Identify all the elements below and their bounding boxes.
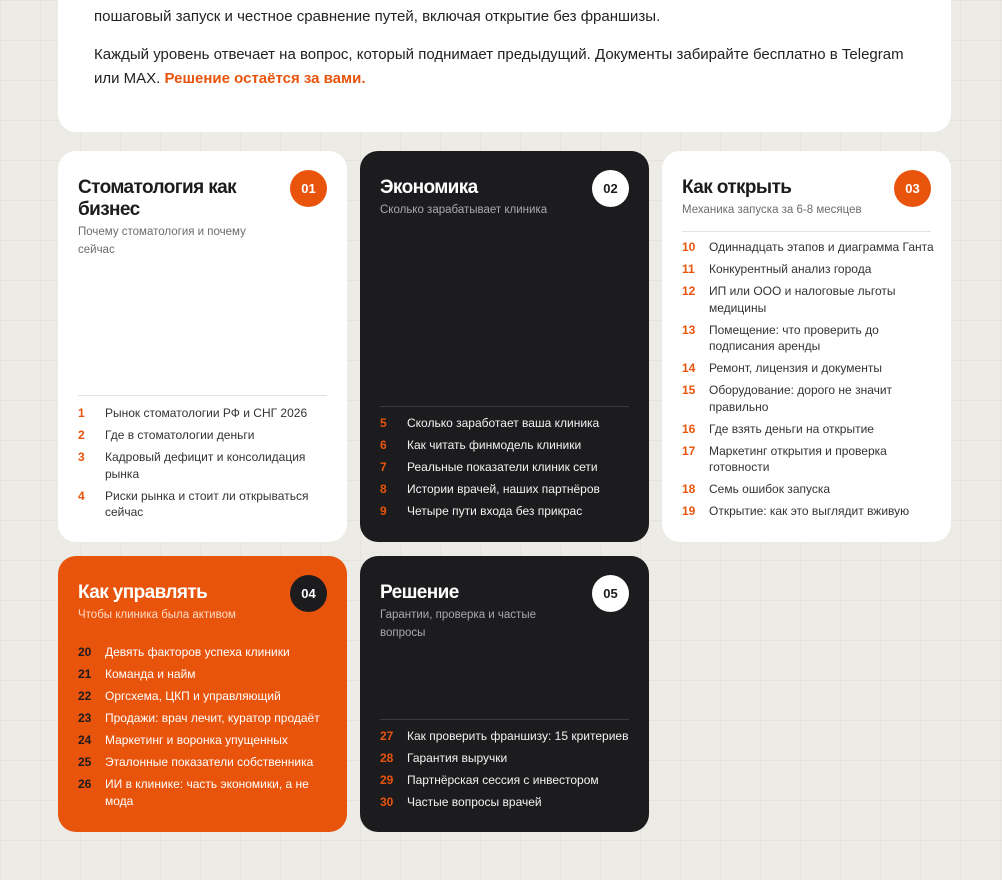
card-subtitle: Чтобы клиника была активом xyxy=(78,609,236,621)
card-title: Решение xyxy=(380,582,459,603)
item-text: Продажи: врач лечит, куратор продаёт xyxy=(105,711,320,725)
item-text: Реальные показатели клиник сети xyxy=(407,460,598,474)
item-number: 20 xyxy=(78,645,92,659)
card-number-badge: 05 xyxy=(592,575,629,612)
item-text: Четыре пути входа без прикрас xyxy=(407,504,583,518)
item-number: 10 xyxy=(682,240,696,254)
item-number: 15 xyxy=(682,383,696,397)
card-divider xyxy=(682,231,931,232)
item-text: Одиннадцать этапов и диаграмма Ганта xyxy=(709,240,934,254)
item-text: Риски рынка и стоит ли открываться сейчас xyxy=(105,488,309,519)
card-number-badge: 02 xyxy=(592,170,629,207)
item-number: 26 xyxy=(78,777,92,791)
list-item[interactable] xyxy=(682,503,937,520)
card-item-list xyxy=(380,415,635,525)
list-item[interactable] xyxy=(78,488,333,521)
item-number: 29 xyxy=(380,773,394,787)
item-text: Как проверить франшизу: 15 критериев xyxy=(407,729,629,743)
item-text: Гарантия выручки xyxy=(407,751,508,765)
item-text: ИП или ООО и налоговые льготы медицины xyxy=(709,284,896,315)
card-item-list xyxy=(78,644,333,815)
item-number: 4 xyxy=(78,488,85,503)
item-text: Ремонт, лицензия и документы xyxy=(709,361,882,375)
list-item[interactable] xyxy=(78,644,333,661)
item-text: Эталонные показатели собственника xyxy=(105,755,314,769)
item-text: Команда и найм xyxy=(105,667,196,681)
list-item[interactable] xyxy=(682,239,937,256)
item-text: Как читать финмодель клиники xyxy=(407,438,582,452)
item-number: 21 xyxy=(78,667,92,681)
item-number: 16 xyxy=(682,421,696,436)
item-text: Где в стоматологии деньги xyxy=(105,428,255,442)
list-item[interactable] xyxy=(380,437,635,454)
item-number: 3 xyxy=(78,450,85,464)
card-title: Экономика xyxy=(380,177,478,198)
list-item[interactable] xyxy=(78,754,333,771)
item-text: Сколько заработает ваша клиника xyxy=(407,416,600,430)
list-item[interactable] xyxy=(380,481,635,498)
card-item-list xyxy=(78,405,333,526)
item-number: 1 xyxy=(78,406,85,420)
intro-paragraph-2-text: Каждый уровень отвечает на вопрос, который поднимает предыдущий. Документы забирайте бесплатно в Telegram или MAX. xyxy=(94,46,904,87)
card-divider xyxy=(78,395,327,396)
level-card-03[interactable] xyxy=(662,151,951,542)
item-text: Где взять деньги на открытие xyxy=(709,421,874,436)
item-number: 11 xyxy=(682,262,695,276)
item-text: Конкурентный анализ города xyxy=(709,262,872,276)
list-item[interactable] xyxy=(78,427,333,444)
item-text: Оборудование: дорого не значит правильно xyxy=(709,383,893,414)
list-item[interactable] xyxy=(78,688,333,705)
card-title: Как управлять xyxy=(78,582,208,603)
level-card-02[interactable] xyxy=(360,151,649,542)
list-item[interactable] xyxy=(380,415,635,432)
item-number: 12 xyxy=(682,284,696,298)
item-number: 25 xyxy=(78,755,92,769)
list-item[interactable] xyxy=(78,710,333,727)
item-text: Девять факторов успеха клиники xyxy=(105,645,290,659)
item-text: Маркетинг открытия и проверка готовности xyxy=(709,443,887,474)
list-item[interactable] xyxy=(380,750,635,767)
card-subtitle: Механика запуска за 6-8 месяцев xyxy=(682,204,862,216)
list-item[interactable] xyxy=(682,382,937,415)
item-number: 24 xyxy=(78,733,92,747)
list-item[interactable] xyxy=(78,449,333,482)
intro-panel xyxy=(58,0,951,132)
item-number: 8 xyxy=(380,482,387,496)
card-item-list xyxy=(380,728,635,816)
list-item[interactable] xyxy=(682,261,937,278)
card-subtitle: Почему стоматология и почему сейчас xyxy=(78,226,246,256)
item-text: Семь ошибок запуска xyxy=(709,482,831,496)
item-text: Рынок стоматологии РФ и СНГ 2026 xyxy=(105,406,308,420)
list-item[interactable] xyxy=(682,443,937,476)
item-text: Истории врачей, наших партнёров xyxy=(407,482,600,496)
item-number: 17 xyxy=(682,443,696,458)
item-text: Оргсхема, ЦКП и управляющий xyxy=(105,689,281,703)
intro-accent-text: Решение остаётся за вами. xyxy=(164,70,366,87)
item-number: 23 xyxy=(78,711,92,725)
item-text: ИИ в клинике: часть экономики, а не мода xyxy=(105,777,309,808)
item-number: 5 xyxy=(380,416,387,430)
intro-paragraph-2 xyxy=(94,43,915,91)
item-number: 14 xyxy=(682,361,696,375)
item-number: 9 xyxy=(380,504,387,518)
item-number: 6 xyxy=(380,438,387,452)
list-item[interactable] xyxy=(78,776,333,809)
list-item[interactable] xyxy=(682,360,937,377)
card-title: Стоматология как бизнес xyxy=(78,177,237,220)
card-number-badge: 01 xyxy=(290,170,327,207)
list-item[interactable] xyxy=(380,459,635,476)
intro-paragraph-1: пошаговый запуск и честное сравнение путей, включая открытие без франшизы. xyxy=(94,8,661,25)
item-number: 2 xyxy=(78,428,85,442)
item-number: 27 xyxy=(380,729,394,743)
item-number: 19 xyxy=(682,504,696,518)
list-item[interactable] xyxy=(380,728,635,745)
item-number: 18 xyxy=(682,482,696,496)
list-item[interactable] xyxy=(682,421,937,438)
list-item[interactable] xyxy=(78,666,333,683)
list-item[interactable] xyxy=(78,732,333,749)
card-number-badge: 03 xyxy=(894,170,931,207)
item-number: 22 xyxy=(78,689,92,703)
item-text: Открытие: как это выглядит вживую xyxy=(709,504,910,518)
list-item[interactable] xyxy=(682,481,937,498)
list-item[interactable] xyxy=(682,322,937,355)
list-item[interactable] xyxy=(380,772,635,789)
item-number: 13 xyxy=(682,322,696,337)
level-card-05[interactable] xyxy=(360,556,649,832)
list-item[interactable] xyxy=(380,794,635,811)
item-text: Частые вопросы врачей xyxy=(407,795,542,809)
item-text: Партнёрская сессия с инвестором xyxy=(407,773,599,787)
item-number: 7 xyxy=(380,460,387,474)
level-card-04[interactable] xyxy=(58,556,347,832)
card-item-list xyxy=(682,239,937,525)
item-number: 28 xyxy=(380,751,394,765)
card-number-badge: 04 xyxy=(290,575,327,612)
item-text: Помещение: что проверить до подписания аренды xyxy=(709,322,879,353)
list-item[interactable] xyxy=(78,405,333,422)
item-text: Маркетинг и воронка упущенных xyxy=(105,733,288,747)
card-title: Как открыть xyxy=(682,177,792,198)
list-item[interactable] xyxy=(682,283,937,316)
level-card-01[interactable] xyxy=(58,151,347,542)
item-text: Кадровый дефицит и консолидация рынка xyxy=(105,450,306,481)
card-subtitle: Сколько зарабатывает клиника xyxy=(380,204,548,216)
card-divider xyxy=(380,719,629,720)
item-number: 30 xyxy=(380,795,394,809)
card-subtitle: Гарантии, проверка и частые вопросы xyxy=(380,609,536,639)
list-item[interactable] xyxy=(380,503,635,520)
card-divider xyxy=(380,406,629,407)
